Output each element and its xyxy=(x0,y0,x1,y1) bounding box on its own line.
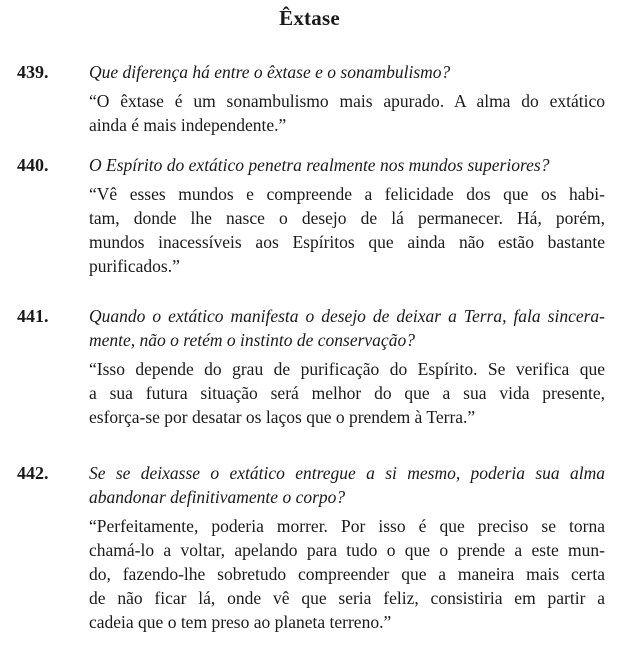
question-line: Quando o extático manifesta o desejo de deixar a Terra, fala sincera- xyxy=(89,306,605,326)
answer-line: mundos inacessíveis aos Espíritos que ainda não estão bastante xyxy=(89,232,605,252)
question-text xyxy=(89,461,605,509)
answer-line: “Vê esses mundos e compreende a felicidade dos que os habi- xyxy=(89,184,605,204)
question-line: mente, não o retém o instinto de conservação? xyxy=(89,330,415,350)
question-text xyxy=(89,304,605,352)
answer-line: tam, donde lhe nasce o desejo de lá permanecer. Há, porém, xyxy=(89,208,605,228)
question-line: Que diferença há entre o êxtase e o sonambulismo? xyxy=(89,62,451,82)
question-number: 440. xyxy=(17,155,49,175)
answer-line: chamá-lo a voltar, apelando para tudo o que o prende a este mun- xyxy=(89,540,605,560)
page-title: Êxtase xyxy=(279,6,340,30)
answer-text xyxy=(89,89,605,137)
answer-line: de não ficar lá, onde vê que seria feliz, consistiria em partir a xyxy=(89,588,605,608)
answer-line: cadeia que o tem preso ao planeta terreno.” xyxy=(89,612,392,632)
answer-line: esforça-se por desatar os laços que o prendem à Terra.” xyxy=(89,407,476,427)
question-text xyxy=(89,153,605,177)
question-line: O Espírito do extático penetra realmente nos mundos superiores? xyxy=(89,155,550,175)
answer-line: a sua futura situação será melhor do que a sua vida presente, xyxy=(89,383,605,403)
answer-line: do, fazendo-lhe sobretudo compreender que a maneira mais certa xyxy=(89,564,605,584)
answer-line: “O êxtase é um sonambulismo mais apurado. A alma do extático xyxy=(89,91,605,111)
answer-line: “Isso depende do grau de purificação do Espírito. Se verifica que xyxy=(89,359,605,379)
question-line: abandonar definitivamente o corpo? xyxy=(89,487,346,507)
answer-line: “Perfeitamente, poderia morrer. Por isso é que preciso se torna xyxy=(89,516,605,536)
question-number: 441. xyxy=(17,306,49,326)
answer-line: ainda é mais independente.” xyxy=(89,115,287,135)
question-line: Se se deixasse o extático entregue a si mesmo, poderia sua alma xyxy=(89,463,605,483)
answer-line: purificados.” xyxy=(89,256,180,276)
answer-text xyxy=(89,182,605,278)
question-number: 442. xyxy=(17,463,49,483)
question-number: 439. xyxy=(17,62,49,82)
answer-text xyxy=(89,514,605,634)
answer-text xyxy=(89,357,605,429)
question-text xyxy=(89,60,605,84)
